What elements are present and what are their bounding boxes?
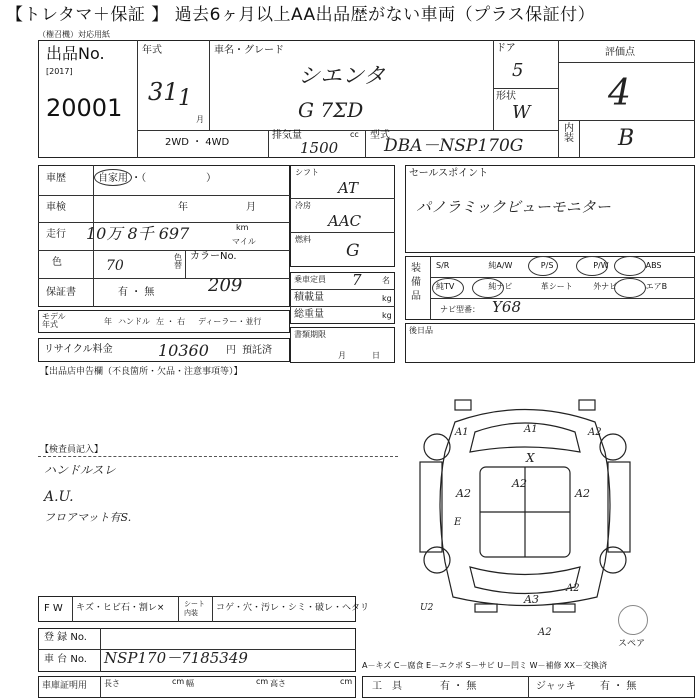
circle-mark (614, 256, 646, 276)
damage-mark-10: A2 (566, 583, 580, 594)
color-label: 色 (52, 257, 62, 268)
spare-label: スペア (618, 639, 646, 649)
capacity-label: 乗車定員 (294, 275, 326, 284)
equipment-row-1 (432, 260, 694, 274)
equipment-item: 外ナビ (593, 282, 618, 291)
equipment-item: S/R (436, 261, 450, 270)
model-year-label: モデル年式 (42, 312, 66, 329)
inspection-label: 車検 (46, 202, 66, 213)
length-label: 長さ (104, 679, 120, 688)
handle-label: ハンドル (118, 317, 150, 326)
shape-value: W (512, 102, 531, 123)
door-label: ドア (496, 43, 516, 54)
recycle-note: 預託済 (242, 345, 272, 356)
interior-score: B (618, 126, 635, 151)
equipment-label: 装備品 (411, 263, 421, 302)
year-value: 31 (148, 78, 179, 106)
model-label: 型式 (370, 130, 390, 141)
displacement-label: 排気量 (272, 130, 302, 141)
doc-deadline-label: 書類期限 (294, 330, 326, 339)
km-unit: km (236, 223, 249, 232)
color-swap-label: 色替 (174, 253, 182, 270)
weight-label: 総重量 (294, 309, 324, 320)
warranty-value: 有 ・ 無 (118, 287, 155, 298)
door-value: 5 (512, 60, 524, 81)
registration-label: 登 録 No. (44, 632, 87, 643)
ac-value: AAC (328, 212, 362, 230)
shift-label: シフト (295, 168, 319, 177)
displacement-value: 1500 (300, 139, 339, 157)
dealer-label: ディーラー・並行 (198, 317, 262, 326)
history-value: 自家用 ・（ ） (98, 173, 217, 184)
model-year-unit: 年 (104, 317, 112, 326)
width-cm: cm (256, 677, 269, 686)
tools-label: 工 具 (372, 681, 402, 692)
inspector-line-3: フロアマット有S. (44, 511, 132, 524)
banner-title: 【トレタマ＋保証 】 過去6ヶ月以上AA出品歴がない車両（プラス保証付） (6, 5, 596, 25)
inspector-line-1: ハンドルスレ (44, 463, 116, 477)
damage-mark-2: A1 (524, 424, 538, 435)
month-value: 1 (178, 86, 192, 111)
fw-label: F W (44, 603, 63, 614)
chassis-label: 車 台 No. (44, 654, 87, 665)
fuel-label: 燃料 (295, 235, 311, 244)
color-value: 70 (106, 258, 124, 274)
year-stamp: [2017] (46, 67, 73, 76)
spare-tire-icon (618, 605, 648, 635)
year-label: 年式 (142, 45, 162, 56)
inspection-month: 月 (246, 202, 256, 213)
chassis-value: NSP170－7185349 (104, 649, 248, 667)
sales-point-label: セールスポイント (409, 168, 489, 179)
circle-mark (94, 169, 132, 186)
mile-unit: マイル (232, 237, 256, 246)
inspector-line-2: A.U. (44, 489, 74, 505)
color-no-label: カラーNo. (190, 251, 237, 262)
doc-day: 日 (372, 351, 380, 360)
seat-value: コゲ・穴・汚レ・シミ・破レ・ヘタリ (216, 603, 370, 613)
month-unit: 月 (196, 115, 204, 124)
interior-label: 内装 (564, 123, 574, 144)
drive-type: 2WD ・ 4WD (165, 137, 230, 148)
damage-mark-6: A2 (456, 487, 471, 500)
lot-label: 出品No. (46, 44, 105, 63)
score-value: 4 (608, 73, 631, 114)
after-items-section (405, 323, 695, 363)
handle-value: 左 ・ 右 (156, 317, 186, 326)
grade-value: G 7ΣD (298, 98, 364, 122)
inspector-label: 【検査員記入】 (40, 445, 104, 455)
navi-label: ナビ型番： (440, 305, 480, 314)
circle-mark (432, 278, 464, 298)
recycle-unit: 円 (226, 345, 236, 356)
damage-mark-4: X (526, 451, 535, 465)
seller-note-label: 【出品店申告欄（不良箇所・欠品・注意事項等）】 (40, 367, 243, 377)
capacity-unit: 名 (382, 276, 390, 285)
form-subnote: （権召機）対応用紙 (38, 30, 110, 39)
load-kg-unit: kg (382, 294, 392, 303)
circle-mark (614, 278, 646, 298)
damage-mark-11: A2 (538, 627, 552, 638)
length-cm: cm (172, 677, 185, 686)
load-label: 積載量 (294, 292, 324, 303)
fw-value: キズ・ヒビ石・割レ× (76, 603, 165, 613)
damage-mark-9: A3 (524, 593, 539, 606)
weight-kg-unit: kg (382, 311, 392, 320)
damage-mark-3: A2 (588, 427, 602, 438)
mileage-label: 走行 (46, 229, 66, 240)
model-value: DBA－NSP170G (384, 136, 524, 156)
warranty-label: 保証書 (46, 287, 76, 298)
width-label: 幅 (186, 679, 194, 688)
doc-month: 月 (338, 351, 346, 360)
damage-mark-8: E (454, 517, 462, 528)
circle-mark (472, 278, 504, 298)
equipment-item: 純A/W (488, 261, 513, 270)
seat-label: シート内装 (184, 600, 205, 617)
circle-mark (528, 256, 558, 276)
recycle-value: 10360 (158, 341, 209, 360)
height-cm: cm (340, 677, 353, 686)
garage-cert-label: 車庫証明用 (42, 681, 88, 691)
equipment-item: ABS (645, 261, 662, 270)
jack-value: 有 ・ 無 (600, 681, 637, 692)
cc-unit: cc (350, 130, 359, 139)
mileage-value: 10万 8千 697 (86, 224, 190, 243)
circle-mark (576, 256, 608, 276)
height-label: 高さ (270, 679, 286, 688)
recycle-label: リサイクル料金 (44, 344, 113, 355)
equipment-item: 純ナビ (488, 282, 513, 291)
shift-value: AT (338, 179, 359, 197)
damage-legend: A－キズ C－腐食 E－エクボ S－サビ U－凹ミ W－補修 XX－交換済 (362, 661, 608, 670)
navi-value: Y68 (492, 298, 521, 316)
equipment-item: 革シート (540, 282, 573, 291)
score-label: 評価点 (605, 47, 635, 58)
fuel-value: G (346, 241, 360, 261)
sales-point-value: パノラミックビューモニター (416, 198, 611, 216)
equipment-item: 純TV (436, 282, 455, 291)
name-grade-label: 車名・グレード (214, 45, 284, 56)
after-items-label: 後日品 (409, 326, 433, 335)
equipment-item: P/S (540, 261, 554, 270)
jack-label: ジャッキ (536, 681, 576, 692)
inspection-year: 年 (178, 202, 188, 213)
tools-value: 有 ・ 無 (440, 681, 477, 692)
car-name: シエンタ (298, 64, 386, 89)
history-label: 車歴 (46, 173, 66, 184)
equipment-item: エアB (645, 282, 668, 291)
equipment-item: P/W (593, 261, 609, 270)
shape-label: 形状 (496, 91, 516, 102)
damage-mark-7: A2 (575, 487, 590, 500)
ac-label: 冷房 (295, 201, 311, 210)
capacity-value: 7 (352, 271, 362, 289)
damage-mark-12: U2 (420, 603, 434, 613)
lot-number: 20001 (46, 94, 123, 122)
color-no-value: 209 (208, 275, 243, 296)
damage-mark-5: A2 (512, 477, 527, 490)
damage-mark-1: A1 (455, 427, 469, 438)
